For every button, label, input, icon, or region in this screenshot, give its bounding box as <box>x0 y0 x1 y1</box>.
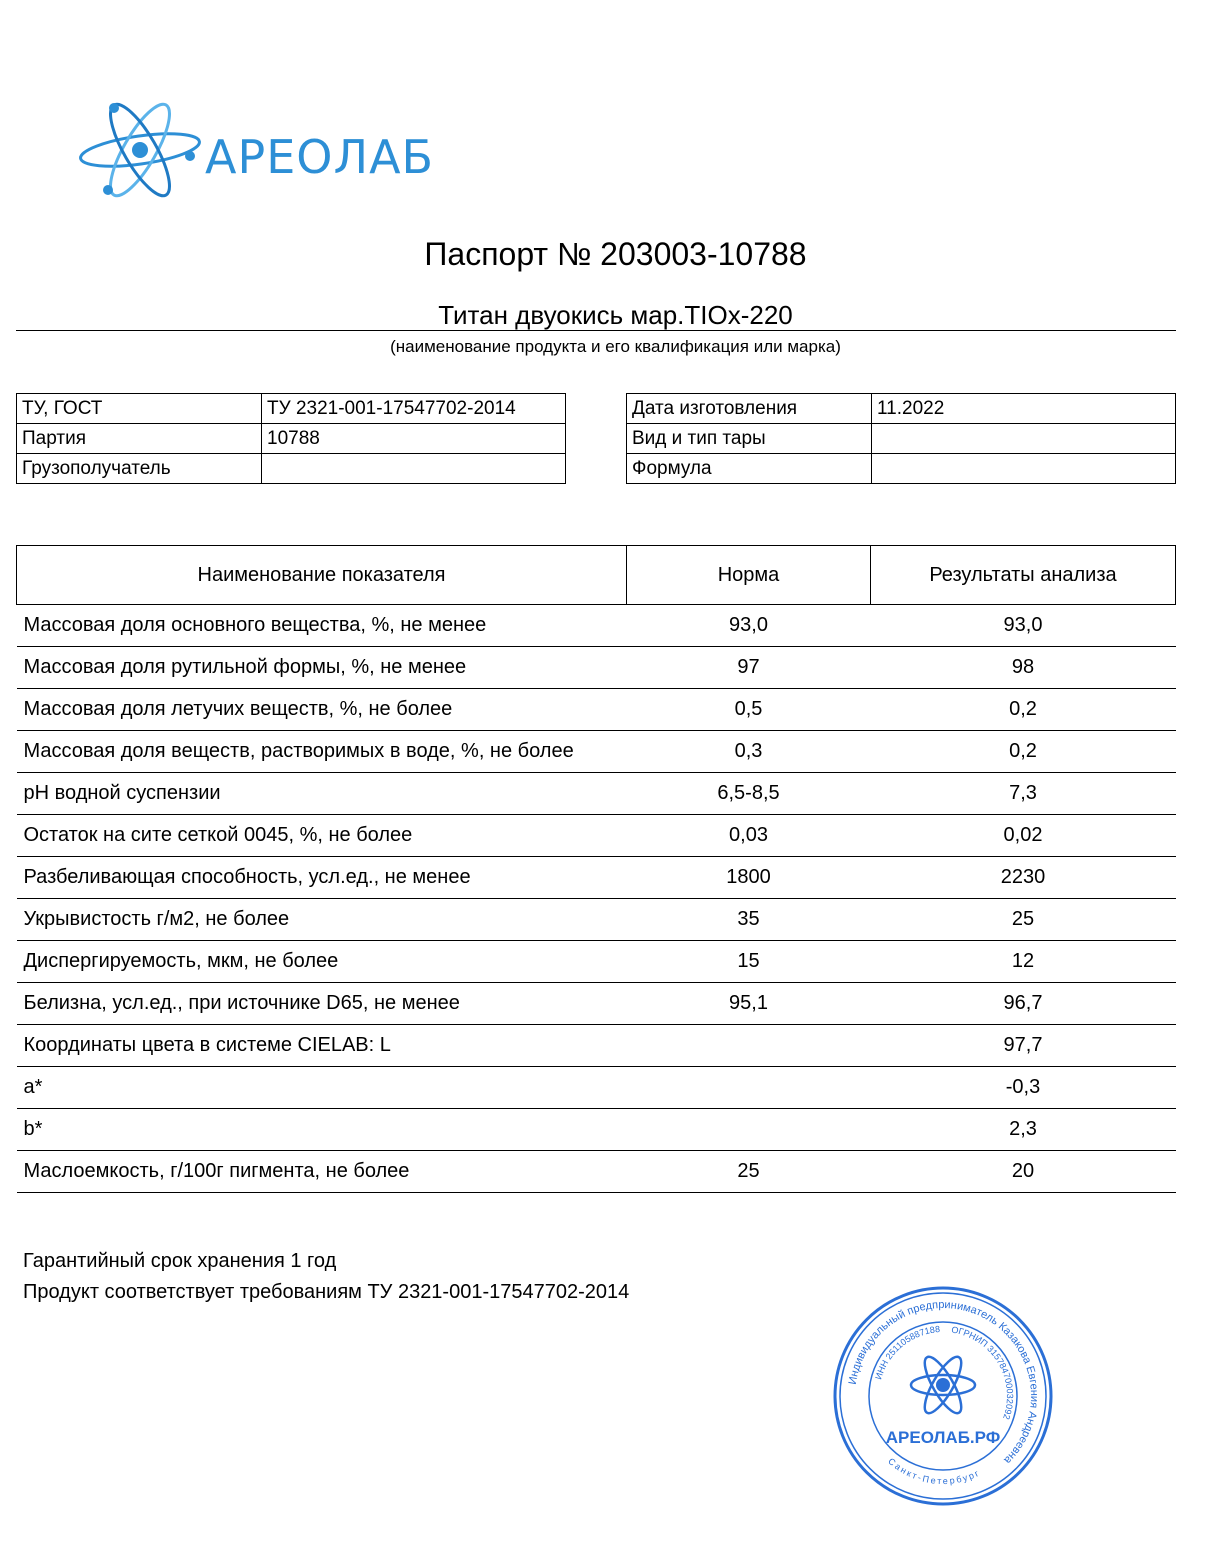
row-name: Укрывистость г/м2, не более <box>17 899 627 941</box>
row-name: pH водной суспензии <box>17 773 627 815</box>
row-name: Остаток на сите сеткой 0045, %, не более <box>17 815 627 857</box>
row-result: 93,0 <box>871 605 1176 647</box>
table-row <box>17 899 1176 941</box>
info-row <box>17 394 566 424</box>
row-norm: 15 <box>627 941 871 983</box>
info-key: Дата изготовления <box>627 394 872 424</box>
info-value: ТУ 2321-001-17547702-2014 <box>262 394 566 424</box>
row-norm <box>627 1067 871 1109</box>
stamp-outer-text: Индивидуальный предприниматель Казакова Евгения Андреевна <box>846 1298 1041 1467</box>
info-key: Грузополучатель <box>17 454 262 484</box>
row-name: Маслоемкость, г/100г пигмента, не более <box>17 1151 627 1193</box>
row-name: Диспергируемость, мкм, не более <box>17 941 627 983</box>
info-row <box>627 454 1176 484</box>
row-norm <box>627 1025 871 1067</box>
info-table-left <box>16 393 566 484</box>
row-result: 20 <box>871 1151 1176 1193</box>
row-name: Массовая доля веществ, растворимых в воде, %, не более <box>17 731 627 773</box>
info-key: Формула <box>627 454 872 484</box>
info-value: 11.2022 <box>872 394 1176 424</box>
row-result: 97,7 <box>871 1025 1176 1067</box>
table-row <box>17 1025 1176 1067</box>
info-key: Вид и тип тары <box>627 424 872 454</box>
row-norm: 0,03 <box>627 815 871 857</box>
stamp-ogrnip-text: ОГРНИП 315784700032092 <box>950 1324 1016 1421</box>
table-row <box>17 1109 1176 1151</box>
stamp-inn-text: ИНН 251105887188 <box>873 1324 941 1381</box>
row-name: Координаты цвета в системе CIELAB: L <box>17 1025 627 1067</box>
info-value <box>872 454 1176 484</box>
table-row <box>17 983 1176 1025</box>
row-norm: 6,5-8,5 <box>627 773 871 815</box>
stamp-city-text: Санкт-Петербург <box>886 1456 983 1487</box>
column-header-norm: Норма <box>627 546 871 605</box>
row-name: Белизна, усл.ед., при источнике D65, не менее <box>17 983 627 1025</box>
product-caption: (наименование продукта и его квалификация или марка) <box>390 337 841 356</box>
stamp-atom-icon <box>911 1352 975 1417</box>
row-name: a* <box>17 1067 627 1109</box>
passport-title: Паспорт № 203003-10788 <box>424 236 807 272</box>
row-name: Разбеливающая способность, усл.ед., не менее <box>17 857 627 899</box>
company-stamp <box>832 1285 1054 1507</box>
row-name: Массовая доля летучих веществ, %, не более <box>17 689 627 731</box>
row-norm <box>627 1109 871 1151</box>
row-name: Массовая доля рутильной формы, %, не менее <box>17 647 627 689</box>
row-result: 0,2 <box>871 689 1176 731</box>
info-row <box>627 394 1176 424</box>
table-row <box>17 815 1176 857</box>
analysis-table <box>16 545 1176 1193</box>
row-result: 2230 <box>871 857 1176 899</box>
row-norm: 25 <box>627 1151 871 1193</box>
row-norm: 0,3 <box>627 731 871 773</box>
row-norm: 0,5 <box>627 689 871 731</box>
table-row <box>17 1067 1176 1109</box>
warranty-text: Гарантийный срок хранения 1 год <box>23 1250 337 1272</box>
info-value <box>262 454 566 484</box>
info-row <box>627 424 1176 454</box>
row-result: 7,3 <box>871 773 1176 815</box>
column-header-result: Результаты анализа <box>871 546 1176 605</box>
row-result: 0,2 <box>871 731 1176 773</box>
column-header-name: Наименование показателя <box>17 546 627 605</box>
row-norm: 97 <box>627 647 871 689</box>
table-header-row <box>17 546 1176 605</box>
row-name: Массовая доля основного вещества, %, не менее <box>17 605 627 647</box>
row-result: 0,02 <box>871 815 1176 857</box>
row-norm: 93,0 <box>627 605 871 647</box>
row-norm: 95,1 <box>627 983 871 1025</box>
table-row <box>17 689 1176 731</box>
row-norm: 1800 <box>627 857 871 899</box>
info-key: ТУ, ГОСТ <box>17 394 262 424</box>
row-result: 96,7 <box>871 983 1176 1025</box>
row-result: 2,3 <box>871 1109 1176 1151</box>
row-result: 98 <box>871 647 1176 689</box>
info-row <box>17 454 566 484</box>
product-underline <box>16 330 1176 331</box>
stamp-brand-text: АРЕОЛАБ.РФ <box>885 1428 1001 1447</box>
row-result: -0,3 <box>871 1067 1176 1109</box>
row-result: 12 <box>871 941 1176 983</box>
table-row <box>17 773 1176 815</box>
atom-logo-icon <box>78 98 218 208</box>
info-value: 10788 <box>262 424 566 454</box>
row-name: b* <box>17 1109 627 1151</box>
table-row <box>17 941 1176 983</box>
row-norm: 35 <box>627 899 871 941</box>
row-result: 25 <box>871 899 1176 941</box>
table-row <box>17 647 1176 689</box>
product-name: Титан двуокись мар.TIOx-220 <box>438 300 793 330</box>
info-key: Партия <box>17 424 262 454</box>
table-row <box>17 1151 1176 1193</box>
compliance-text: Продукт соответствует требованиям ТУ 2321-001-17547702-2014 <box>23 1281 630 1303</box>
info-value <box>872 424 1176 454</box>
info-table-right <box>626 393 1176 484</box>
table-row <box>17 731 1176 773</box>
logo-brand-text: АРЕОЛАБ <box>205 130 435 184</box>
info-row <box>17 424 566 454</box>
table-row <box>17 857 1176 899</box>
table-row <box>17 605 1176 647</box>
